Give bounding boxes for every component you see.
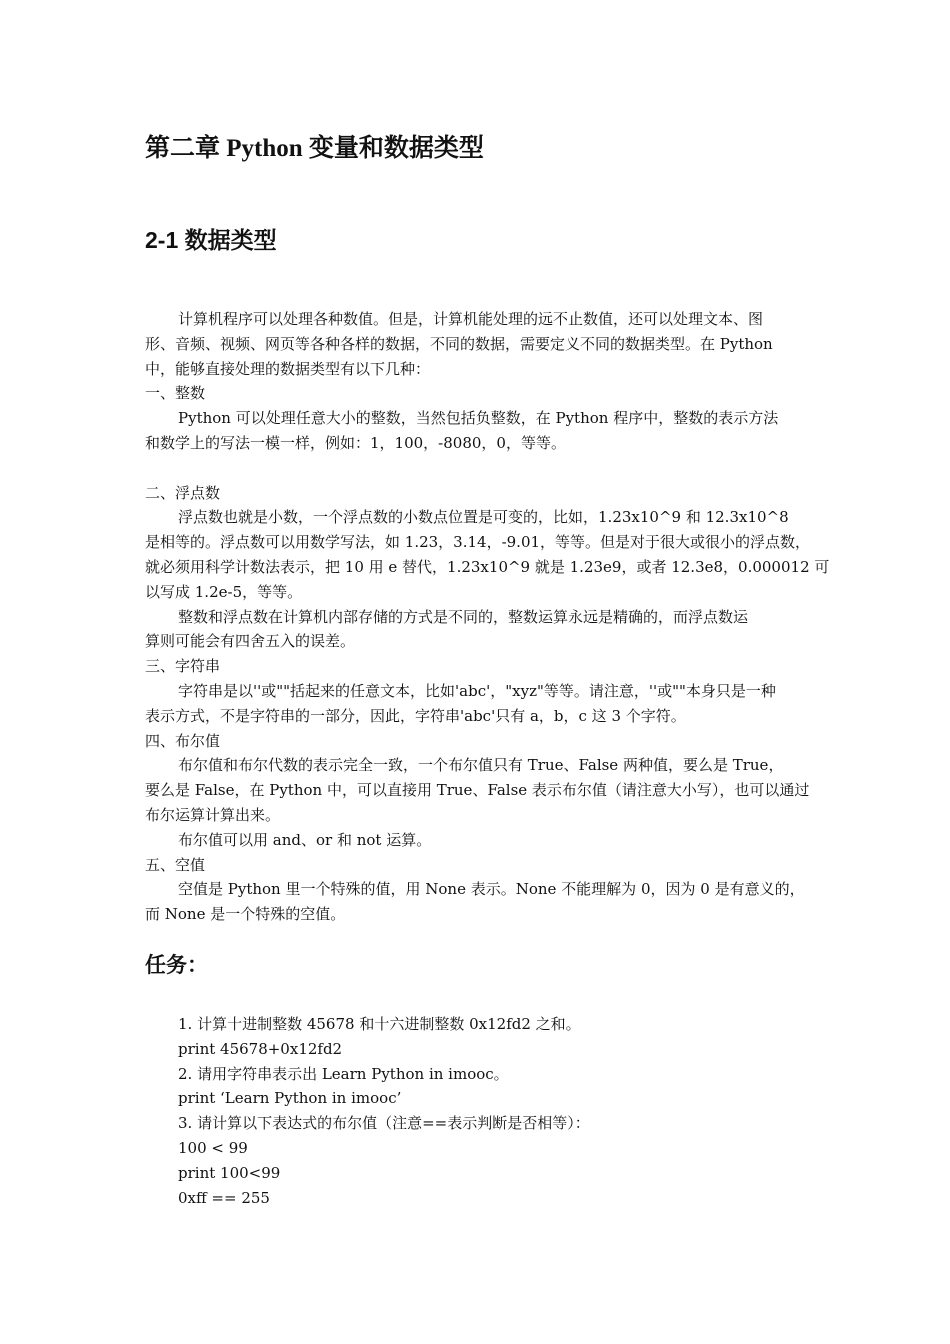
paragraph-line: 计算机程序可以处理各种数值。但是，计算机能处理的远不止数值，还可以处理文本、图 [178, 310, 764, 328]
paragraph-line: 表示方式，不是字符串的一部分，因此，字符串'abc'只有 a，b，c 这 3 个字符。 [145, 706, 686, 725]
paragraph-line: 五、空值 [145, 855, 206, 874]
paragraph-line: Python 可以处理任意大小的整数，当然包括负整数，在 Python 程序中，整数的表示方法 [178, 409, 779, 428]
blank-line [145, 456, 817, 481]
chapter-title: 第二章 Python 变量和数据类型 [145, 135, 484, 162]
paragraph-line: 是相等的。浮点数可以用数学写法，如 1.23，3.14，-9.01，等等。但是对于很大或很小的浮点数， [145, 533, 811, 552]
task-line: 3. 请计算以下表达式的布尔值（注意==表示判断是否相等）： [178, 1114, 590, 1133]
body-text [145, 307, 830, 927]
paragraph-line: 整数和浮点数在计算机内部存储的方式是不同的，整数运算永远是精确的，而浮点数运 [178, 607, 749, 626]
task-line: print ‘Learn Python in imooc’ [178, 1089, 402, 1108]
paragraph-line: 和数学上的写法一模一样，例如：1，100，-8080，0，等等。 [145, 433, 566, 452]
paragraph-line: 浮点数也就是小数，一个浮点数的小数点位置是可变的，比如，1.23x10^9 和 12.3x10^8 [178, 508, 789, 527]
paragraph-line: 一、整数 [145, 384, 206, 403]
task-line: 2. 请用字符串表示出 Learn Python in imooc。 [178, 1064, 509, 1083]
task-list [178, 1012, 590, 1210]
paragraph-line: 布尔值和布尔代数的表示完全一致，一个布尔值只有 True、False 两种值，要么是 True， [178, 756, 784, 775]
task-title: 任务： [145, 954, 208, 977]
paragraph-line: 而 None 是一个特殊的空值。 [145, 905, 346, 924]
paragraph-line: 要么是 False，在 Python 中，可以直接用 True、False 表示布尔值（请注意大小写），也可以通过 [145, 781, 810, 800]
paragraph-line: 二、浮点数 [145, 483, 221, 502]
task-line: print 100<99 [178, 1163, 281, 1182]
task-line: 0xff == 255 [178, 1188, 270, 1207]
paragraph-line: 算则可能会有四舍五入的误差。 [145, 632, 356, 651]
paragraph-line: 形、音频、视频、网页等各种各样的数据，不同的数据，需要定义不同的数据类型。在 Python [145, 334, 773, 353]
paragraph-line: 就必须用科学计数法表示，把 10 用 e 替代，1.23x10^9 就是 1.23e9，或者 12.3e8，0.000012 可 [145, 557, 830, 576]
paragraph-line: 布尔值可以用 and、or 和 not 运算。 [178, 830, 432, 849]
paragraph-line: 空值是 Python 里一个特殊的值，用 None 表示。None 不能理解为 0，因为 0 是有意义的， [178, 880, 805, 899]
paragraph-line: 四、布尔值 [145, 731, 221, 750]
task-line: 1. 计算十进制整数 45678 和十六进制整数 0x12fd2 之和。 [178, 1015, 581, 1033]
paragraph-line: 中，能够直接处理的数据类型有以下几种： [145, 359, 431, 378]
task-line: 100 < 99 [178, 1138, 248, 1157]
paragraph-line: 字符串是以''或""括起来的任意文本，比如'abc'，"xyz"等等。请注意，''或""本身只是一种 [178, 681, 776, 700]
section-title: 2-1 数据类型 [145, 227, 277, 253]
task-line: print 45678+0x12fd2 [178, 1039, 343, 1058]
paragraph-line: 以写成 1.2e-5，等等。 [145, 582, 303, 601]
paragraph-line: 三、字符串 [145, 657, 221, 676]
paragraph-line: 布尔运算计算出来。 [145, 805, 281, 824]
